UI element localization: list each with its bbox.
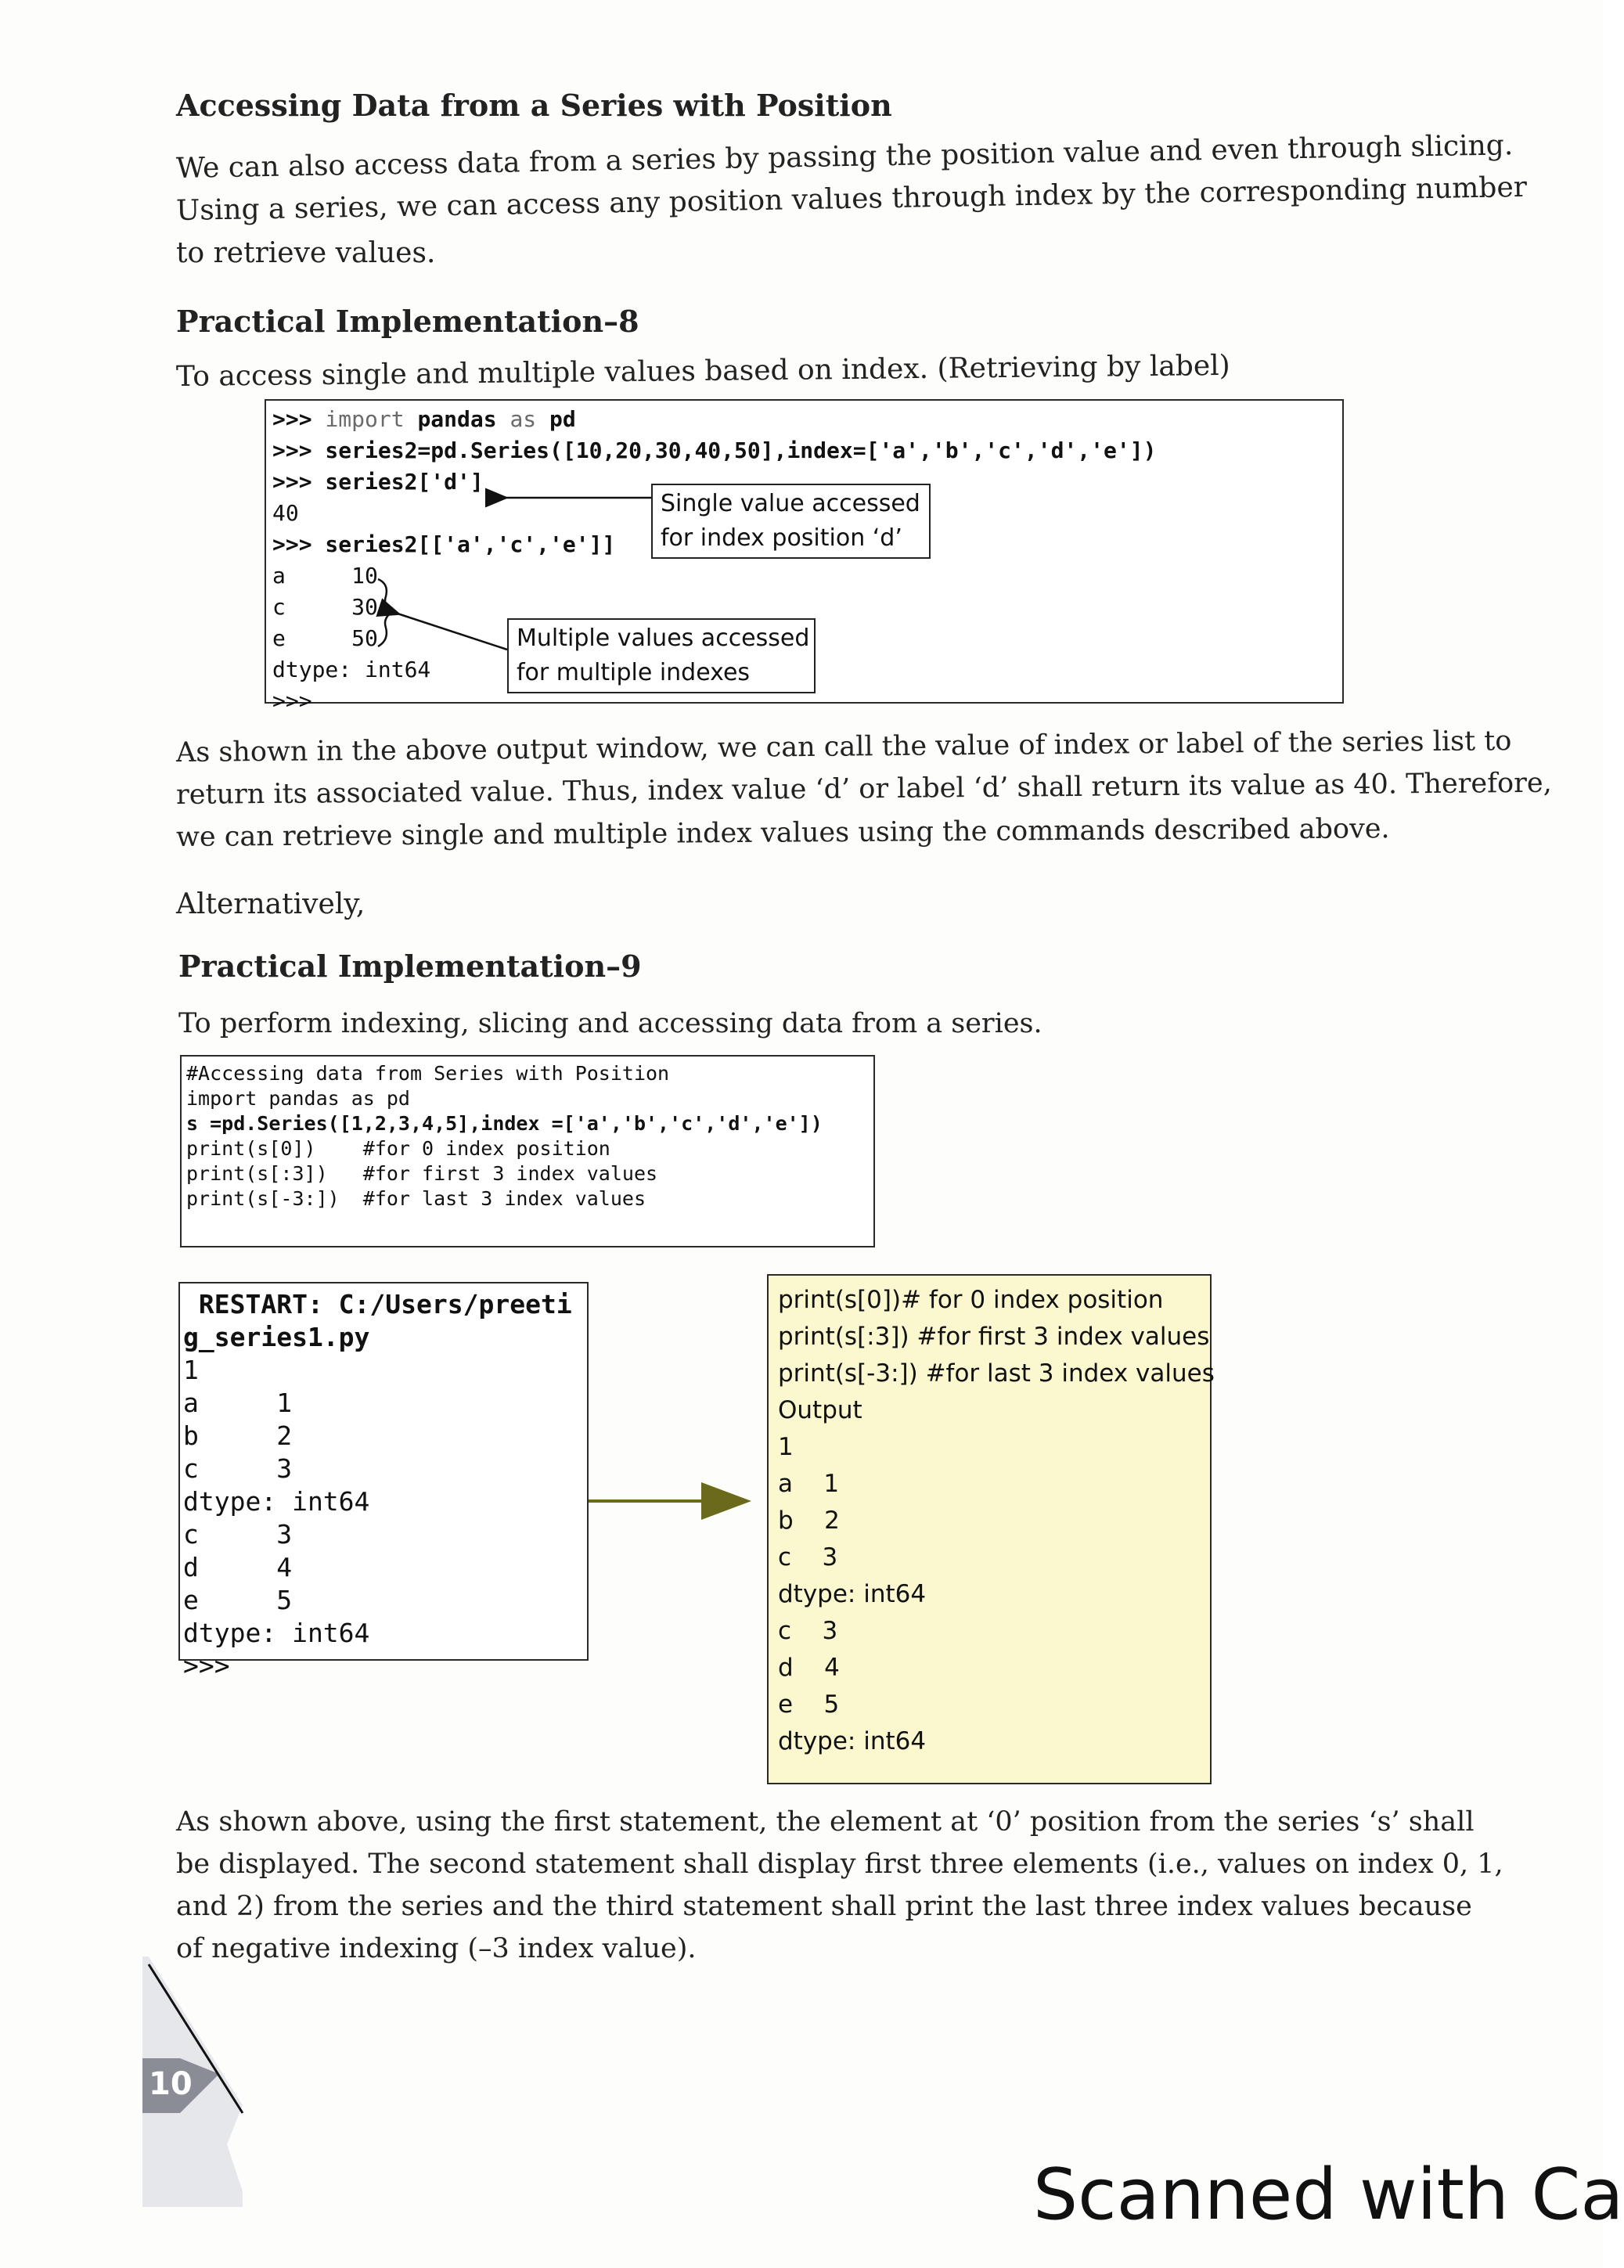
brace-icon (378, 579, 392, 646)
pi9-script-line-4: s =pd.Series([1,2,3,4,5],index =['a','b','c','d','e']) (186, 1112, 823, 1135)
pi9-script-window (180, 1055, 875, 1247)
pi8-code-line-1: >>> import pandas as pd (272, 406, 576, 432)
explain-line-3: print(s[-3:]) #for last 3 index values (778, 1359, 1215, 1388)
shell-restart-line: RESTART: C:/Users/preeti (183, 1289, 572, 1319)
pi8-code-line-7: c 30 (272, 594, 378, 620)
para3-line-1: As shown above, using the first statement, the element at ‘0’ position from the series ‘s’ shall (176, 1806, 1475, 1838)
scanner-watermark: Scanned with Ca (1033, 2154, 1624, 2236)
explain-line-13: dtype: int64 (778, 1727, 927, 1755)
explain-line-2: print(s[:3]) #for first 3 index values (778, 1323, 1210, 1351)
shell-prompt-line: >>> (183, 1651, 230, 1681)
section-heading: Accessing Data from a Series with Position (176, 88, 892, 123)
explain-line-7: b 2 (778, 1507, 840, 1535)
explain-line-9: dtype: int64 (778, 1580, 927, 1608)
pi9-script-line-3: import pandas as pd (186, 1087, 410, 1110)
shell-line-5: b 2 (183, 1420, 293, 1451)
pi8-heading: Practical Implementation–8 (176, 304, 639, 339)
para3-line-2: be displayed. The second statement shall display first three elements (i.e., values on index 0, 1, (176, 1849, 1503, 1880)
pi9-shell-output-window (178, 1282, 589, 1681)
alternatively-text: Alternatively, (176, 888, 365, 920)
para2-line-2: return its associated value. Thus, index value ‘d’ or label ‘d’ shall return its value as 40. Therefore, (175, 767, 1552, 811)
page-number: 10 (149, 2066, 193, 2102)
shell-line-6: c 3 (183, 1453, 293, 1484)
pi8-description: To access single and multiple values based on index. (Retrieving by label) (175, 349, 1230, 393)
arrow-to-brace (398, 614, 507, 650)
callout-multiple-values: Multiple values accessed for multiple indexes (507, 618, 816, 693)
explain-output-label: Output (778, 1396, 862, 1424)
pi9-script-line-7: print(s[-3:]) #for last 3 index values (186, 1187, 646, 1210)
explain-line-12: e 5 (778, 1690, 840, 1719)
shell-line-10: e 5 (183, 1585, 293, 1615)
explain-line-6: a 1 (778, 1470, 840, 1498)
shell-line-3: 1 (183, 1355, 199, 1385)
explain-line-5: 1 (778, 1433, 794, 1461)
explain-line-10: c 3 (778, 1617, 838, 1645)
pi9-explanation-panel (767, 1274, 1215, 1784)
para3-line-4: of negative indexing (–3 index value). (176, 1933, 697, 1964)
intro-line-2: Using a series, we can access any position values through index by the corresponding number (175, 171, 1528, 227)
explain-line-1: print(s[0])# for 0 index position (778, 1286, 1164, 1314)
pi8-code-line-2: >>> series2=pd.Series([10,20,30,40,50],index=['a','b','c','d','e']) (272, 437, 1157, 463)
intro-line-1: We can also access data from a series by passing the position value and even through slicing. (175, 129, 1514, 185)
intro-line-3: to retrieve values. (176, 237, 436, 269)
pi9-script-line-1: #Accessing data from Series with Position (186, 1062, 670, 1085)
shell-line-7: dtype: int64 (183, 1486, 370, 1517)
explain-line-8: c 3 (778, 1543, 838, 1571)
pi9-script-line-6: print(s[:3]) #for first 3 index values (186, 1162, 658, 1185)
pi8-code-line-10: >>> (272, 688, 312, 714)
pi8-code-line-6: a 10 (272, 563, 378, 589)
pi8-code-line-4: 40 (272, 500, 299, 526)
shell-line-4: a 1 (183, 1388, 293, 1418)
pi9-script-line-5: print(s[0]) #for 0 index position (186, 1137, 610, 1160)
pi8-code-line-9: dtype: int64 (272, 657, 431, 682)
shell-line-9: d 4 (183, 1552, 293, 1582)
pi8-code-line-3: >>> series2['d'] (272, 469, 484, 495)
para2-line-3: we can retrieve single and multiple index values using the commands described above. (175, 813, 1390, 853)
pi8-code-line-5: >>> series2[['a','c','e']] (272, 531, 616, 557)
shell-line-8: c 3 (183, 1519, 293, 1550)
shell-line-11: dtype: int64 (183, 1618, 370, 1648)
pi9-heading: Practical Implementation–9 (178, 949, 642, 984)
pi8-code-line-8: e 50 (272, 625, 378, 651)
callout-single-value: Single value accessed for index position ‘d’ (651, 484, 931, 559)
explain-line-11: d 4 (778, 1654, 840, 1682)
pi9-description: To perform indexing, slicing and accessing data from a series. (178, 1008, 1042, 1039)
para3-line-3: and 2) from the series and the third statement shall print the last three index values because (176, 1891, 1472, 1922)
shell-filename-line: g_series1.py (183, 1322, 370, 1352)
para2-line-1: As shown in the above output window, we can call the value of index or label of the series list to (175, 725, 1512, 769)
